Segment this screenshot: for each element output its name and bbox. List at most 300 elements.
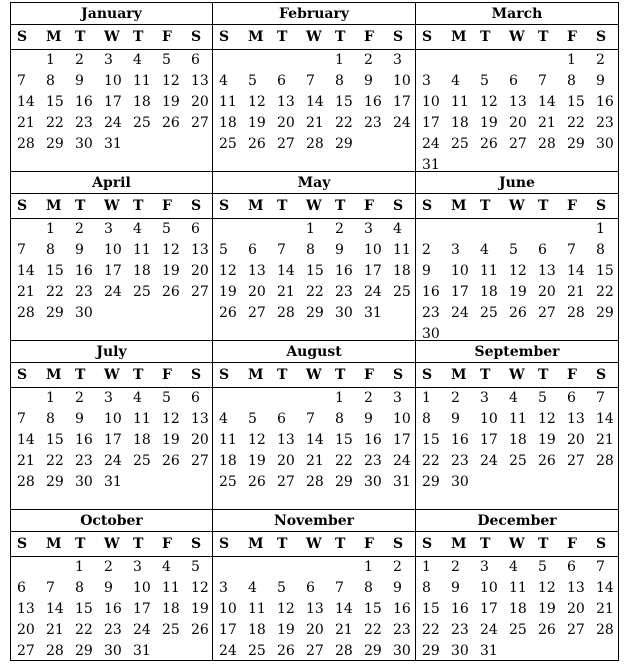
- day-cell[interactable]: 23: [451, 622, 469, 638]
- day-cell[interactable]: 24: [451, 305, 469, 321]
- day-cell[interactable]: 18: [219, 453, 237, 469]
- day-cell[interactable]: 9: [75, 242, 84, 258]
- day-cell[interactable]: 17: [104, 263, 122, 279]
- day-cell[interactable]: 15: [364, 601, 382, 617]
- day-cell[interactable]: 1: [75, 559, 84, 575]
- day-cell[interactable]: 20: [567, 432, 585, 448]
- day-cell[interactable]: 11: [393, 242, 411, 258]
- day-cell[interactable]: 24: [480, 453, 498, 469]
- day-cell[interactable]: 8: [306, 242, 315, 258]
- day-cell[interactable]: 30: [364, 474, 382, 490]
- day-cell[interactable]: 9: [364, 73, 373, 89]
- day-cell[interactable]: 20: [509, 115, 527, 131]
- day-cell[interactable]: 24: [104, 115, 122, 131]
- day-cell[interactable]: 20: [277, 453, 295, 469]
- day-cell[interactable]: 8: [596, 242, 605, 258]
- day-cell[interactable]: 13: [17, 601, 35, 617]
- day-cell[interactable]: 3: [480, 390, 489, 406]
- day-cell[interactable]: 21: [596, 601, 614, 617]
- day-cell[interactable]: 27: [277, 474, 295, 490]
- day-cell[interactable]: 10: [219, 601, 237, 617]
- day-cell[interactable]: 8: [75, 580, 84, 596]
- day-cell[interactable]: 20: [567, 601, 585, 617]
- day-cell[interactable]: 29: [306, 305, 324, 321]
- day-cell[interactable]: 1: [46, 221, 55, 237]
- day-cell[interactable]: 11: [509, 411, 527, 427]
- day-cell[interactable]: 28: [17, 474, 35, 490]
- day-cell[interactable]: 30: [451, 474, 469, 490]
- day-cell[interactable]: 2: [422, 242, 431, 258]
- day-cell[interactable]: 30: [75, 136, 93, 152]
- day-cell[interactable]: 7: [306, 411, 315, 427]
- day-cell[interactable]: 27: [248, 305, 266, 321]
- day-cell[interactable]: 20: [277, 115, 295, 131]
- day-cell[interactable]: 30: [451, 643, 469, 659]
- day-cell[interactable]: 16: [75, 263, 93, 279]
- day-cell[interactable]: 8: [422, 580, 431, 596]
- day-cell[interactable]: 15: [46, 432, 64, 448]
- day-cell[interactable]: 27: [17, 643, 35, 659]
- day-cell[interactable]: 28: [538, 136, 556, 152]
- day-cell[interactable]: 18: [248, 622, 266, 638]
- day-cell[interactable]: 30: [335, 305, 353, 321]
- day-cell[interactable]: 10: [133, 580, 151, 596]
- day-cell[interactable]: 22: [46, 284, 64, 300]
- day-cell[interactable]: 24: [393, 453, 411, 469]
- day-cell[interactable]: 7: [306, 73, 315, 89]
- day-cell[interactable]: 15: [46, 263, 64, 279]
- day-cell[interactable]: 4: [133, 221, 142, 237]
- day-cell[interactable]: 5: [219, 242, 228, 258]
- day-cell[interactable]: 7: [17, 411, 26, 427]
- day-cell[interactable]: 30: [422, 326, 440, 342]
- day-cell[interactable]: 23: [451, 453, 469, 469]
- day-cell[interactable]: 25: [133, 115, 151, 131]
- day-cell[interactable]: 10: [393, 411, 411, 427]
- day-cell[interactable]: 1: [422, 559, 431, 575]
- day-cell[interactable]: 8: [46, 73, 55, 89]
- day-cell[interactable]: 28: [596, 622, 614, 638]
- day-cell[interactable]: 17: [393, 432, 411, 448]
- day-cell[interactable]: 13: [306, 601, 324, 617]
- day-cell[interactable]: 17: [133, 601, 151, 617]
- day-cell[interactable]: 20: [191, 94, 209, 110]
- day-cell[interactable]: 29: [335, 474, 353, 490]
- day-cell[interactable]: 18: [451, 115, 469, 131]
- day-cell[interactable]: 21: [17, 284, 35, 300]
- day-cell[interactable]: 2: [335, 221, 344, 237]
- day-cell[interactable]: 11: [162, 580, 180, 596]
- day-cell[interactable]: 23: [104, 622, 122, 638]
- day-cell[interactable]: 17: [104, 432, 122, 448]
- day-cell[interactable]: 6: [17, 580, 26, 596]
- day-cell[interactable]: 2: [364, 52, 373, 68]
- day-cell[interactable]: 9: [364, 411, 373, 427]
- day-cell[interactable]: 26: [277, 643, 295, 659]
- day-cell[interactable]: 26: [162, 453, 180, 469]
- day-cell[interactable]: 6: [306, 580, 315, 596]
- day-cell[interactable]: 27: [538, 305, 556, 321]
- day-cell[interactable]: 1: [335, 52, 344, 68]
- day-cell[interactable]: 14: [306, 94, 324, 110]
- day-cell[interactable]: 28: [17, 305, 35, 321]
- day-cell[interactable]: 15: [422, 432, 440, 448]
- day-cell[interactable]: 30: [75, 474, 93, 490]
- day-cell[interactable]: 30: [596, 136, 614, 152]
- day-cell[interactable]: 8: [46, 242, 55, 258]
- day-cell[interactable]: 26: [248, 474, 266, 490]
- day-cell[interactable]: 8: [335, 411, 344, 427]
- day-cell[interactable]: 7: [335, 580, 344, 596]
- day-cell[interactable]: 16: [422, 284, 440, 300]
- day-cell[interactable]: 18: [133, 263, 151, 279]
- day-cell[interactable]: 27: [567, 453, 585, 469]
- day-cell[interactable]: 7: [46, 580, 55, 596]
- day-cell[interactable]: 17: [451, 284, 469, 300]
- day-cell[interactable]: 21: [596, 432, 614, 448]
- day-cell[interactable]: 17: [480, 601, 498, 617]
- day-cell[interactable]: 24: [393, 115, 411, 131]
- day-cell[interactable]: 20: [17, 622, 35, 638]
- day-cell[interactable]: 16: [104, 601, 122, 617]
- day-cell[interactable]: 28: [277, 305, 295, 321]
- day-cell[interactable]: 15: [75, 601, 93, 617]
- day-cell[interactable]: 28: [17, 136, 35, 152]
- day-cell[interactable]: 3: [393, 390, 402, 406]
- day-cell[interactable]: 22: [364, 622, 382, 638]
- day-cell[interactable]: 19: [162, 263, 180, 279]
- day-cell[interactable]: 12: [509, 263, 527, 279]
- day-cell[interactable]: 8: [335, 73, 344, 89]
- day-cell[interactable]: 10: [480, 580, 498, 596]
- day-cell[interactable]: 24: [133, 622, 151, 638]
- day-cell[interactable]: 28: [567, 305, 585, 321]
- day-cell[interactable]: 13: [191, 242, 209, 258]
- day-cell[interactable]: 5: [162, 221, 171, 237]
- day-cell[interactable]: 16: [75, 94, 93, 110]
- day-cell[interactable]: 18: [162, 601, 180, 617]
- day-cell[interactable]: 1: [335, 390, 344, 406]
- day-cell[interactable]: 22: [46, 115, 64, 131]
- day-cell[interactable]: 25: [162, 622, 180, 638]
- day-cell[interactable]: 28: [306, 136, 324, 152]
- day-cell[interactable]: 12: [191, 580, 209, 596]
- day-cell[interactable]: 19: [538, 601, 556, 617]
- day-cell[interactable]: 25: [133, 284, 151, 300]
- day-cell[interactable]: 15: [306, 263, 324, 279]
- day-cell[interactable]: 20: [538, 284, 556, 300]
- day-cell[interactable]: 14: [596, 580, 614, 596]
- day-cell[interactable]: 22: [46, 453, 64, 469]
- day-cell[interactable]: 14: [567, 263, 585, 279]
- day-cell[interactable]: 3: [480, 559, 489, 575]
- day-cell[interactable]: 8: [364, 580, 373, 596]
- day-cell[interactable]: 5: [538, 559, 547, 575]
- day-cell[interactable]: 20: [191, 263, 209, 279]
- day-cell[interactable]: 4: [480, 242, 489, 258]
- day-cell[interactable]: 23: [596, 115, 614, 131]
- day-cell[interactable]: 7: [596, 390, 605, 406]
- day-cell[interactable]: 3: [133, 559, 142, 575]
- day-cell[interactable]: 27: [191, 284, 209, 300]
- day-cell[interactable]: 19: [509, 284, 527, 300]
- day-cell[interactable]: 16: [451, 601, 469, 617]
- day-cell[interactable]: 13: [567, 411, 585, 427]
- day-cell[interactable]: 29: [46, 474, 64, 490]
- day-cell[interactable]: 16: [393, 601, 411, 617]
- day-cell[interactable]: 3: [451, 242, 460, 258]
- day-cell[interactable]: 3: [104, 52, 113, 68]
- day-cell[interactable]: 2: [104, 559, 113, 575]
- day-cell[interactable]: 24: [104, 453, 122, 469]
- day-cell[interactable]: 9: [75, 411, 84, 427]
- day-cell[interactable]: 20: [306, 622, 324, 638]
- day-cell[interactable]: 29: [364, 643, 382, 659]
- day-cell[interactable]: 27: [567, 622, 585, 638]
- day-cell[interactable]: 12: [219, 263, 237, 279]
- day-cell[interactable]: 28: [46, 643, 64, 659]
- day-cell[interactable]: 5: [509, 242, 518, 258]
- day-cell[interactable]: 21: [567, 284, 585, 300]
- day-cell[interactable]: 10: [104, 411, 122, 427]
- day-cell[interactable]: 19: [480, 115, 498, 131]
- day-cell[interactable]: 6: [509, 73, 518, 89]
- day-cell[interactable]: 14: [596, 411, 614, 427]
- day-cell[interactable]: 8: [422, 411, 431, 427]
- day-cell[interactable]: 20: [191, 432, 209, 448]
- day-cell[interactable]: 29: [422, 643, 440, 659]
- day-cell[interactable]: 6: [191, 221, 200, 237]
- day-cell[interactable]: 4: [133, 52, 142, 68]
- day-cell[interactable]: 7: [596, 559, 605, 575]
- day-cell[interactable]: 11: [248, 601, 266, 617]
- day-cell[interactable]: 2: [451, 390, 460, 406]
- day-cell[interactable]: 31: [104, 136, 122, 152]
- day-cell[interactable]: 12: [480, 94, 498, 110]
- day-cell[interactable]: 1: [422, 390, 431, 406]
- day-cell[interactable]: 2: [75, 221, 84, 237]
- day-cell[interactable]: 11: [133, 411, 151, 427]
- day-cell[interactable]: 12: [162, 411, 180, 427]
- day-cell[interactable]: 11: [480, 263, 498, 279]
- day-cell[interactable]: 11: [219, 94, 237, 110]
- day-cell[interactable]: 13: [277, 94, 295, 110]
- day-cell[interactable]: 1: [46, 52, 55, 68]
- day-cell[interactable]: 26: [509, 305, 527, 321]
- day-cell[interactable]: 25: [509, 453, 527, 469]
- day-cell[interactable]: 17: [364, 263, 382, 279]
- day-cell[interactable]: 17: [104, 94, 122, 110]
- day-cell[interactable]: 22: [75, 622, 93, 638]
- day-cell[interactable]: 2: [596, 52, 605, 68]
- day-cell[interactable]: 4: [451, 73, 460, 89]
- day-cell[interactable]: 23: [364, 453, 382, 469]
- day-cell[interactable]: 12: [248, 94, 266, 110]
- day-cell[interactable]: 23: [75, 284, 93, 300]
- day-cell[interactable]: 29: [46, 305, 64, 321]
- day-cell[interactable]: 16: [451, 432, 469, 448]
- day-cell[interactable]: 30: [393, 643, 411, 659]
- day-cell[interactable]: 27: [509, 136, 527, 152]
- day-cell[interactable]: 9: [335, 242, 344, 258]
- day-cell[interactable]: 5: [191, 559, 200, 575]
- day-cell[interactable]: 24: [219, 643, 237, 659]
- day-cell[interactable]: 27: [191, 453, 209, 469]
- day-cell[interactable]: 4: [393, 221, 402, 237]
- day-cell[interactable]: 18: [509, 432, 527, 448]
- day-cell[interactable]: 10: [364, 242, 382, 258]
- day-cell[interactable]: 23: [75, 115, 93, 131]
- day-cell[interactable]: 29: [75, 643, 93, 659]
- day-cell[interactable]: 7: [277, 242, 286, 258]
- day-cell[interactable]: 14: [335, 601, 353, 617]
- day-cell[interactable]: 15: [335, 432, 353, 448]
- day-cell[interactable]: 13: [509, 94, 527, 110]
- day-cell[interactable]: 14: [17, 432, 35, 448]
- day-cell[interactable]: 24: [480, 622, 498, 638]
- day-cell[interactable]: 5: [480, 73, 489, 89]
- day-cell[interactable]: 26: [538, 453, 556, 469]
- day-cell[interactable]: 1: [596, 221, 605, 237]
- day-cell[interactable]: 28: [596, 453, 614, 469]
- day-cell[interactable]: 11: [509, 580, 527, 596]
- day-cell[interactable]: 17: [393, 94, 411, 110]
- day-cell[interactable]: 9: [104, 580, 113, 596]
- day-cell[interactable]: 25: [393, 284, 411, 300]
- day-cell[interactable]: 23: [393, 622, 411, 638]
- day-cell[interactable]: 14: [17, 94, 35, 110]
- day-cell[interactable]: 15: [567, 94, 585, 110]
- day-cell[interactable]: 18: [480, 284, 498, 300]
- day-cell[interactable]: 6: [248, 242, 257, 258]
- day-cell[interactable]: 31: [364, 305, 382, 321]
- day-cell[interactable]: 6: [191, 52, 200, 68]
- day-cell[interactable]: 12: [538, 580, 556, 596]
- day-cell[interactable]: 19: [191, 601, 209, 617]
- day-cell[interactable]: 29: [335, 136, 353, 152]
- day-cell[interactable]: 12: [277, 601, 295, 617]
- day-cell[interactable]: 4: [219, 73, 228, 89]
- day-cell[interactable]: 5: [248, 73, 257, 89]
- day-cell[interactable]: 26: [162, 115, 180, 131]
- day-cell[interactable]: 19: [538, 432, 556, 448]
- day-cell[interactable]: 18: [219, 115, 237, 131]
- day-cell[interactable]: 28: [335, 643, 353, 659]
- day-cell[interactable]: 15: [422, 601, 440, 617]
- day-cell[interactable]: 7: [17, 242, 26, 258]
- day-cell[interactable]: 10: [422, 94, 440, 110]
- day-cell[interactable]: 21: [46, 622, 64, 638]
- day-cell[interactable]: 30: [104, 643, 122, 659]
- day-cell[interactable]: 13: [248, 263, 266, 279]
- day-cell[interactable]: 18: [133, 432, 151, 448]
- day-cell[interactable]: 14: [306, 432, 324, 448]
- day-cell[interactable]: 23: [335, 284, 353, 300]
- day-cell[interactable]: 8: [46, 411, 55, 427]
- day-cell[interactable]: 12: [248, 432, 266, 448]
- day-cell[interactable]: 23: [75, 453, 93, 469]
- day-cell[interactable]: 25: [219, 474, 237, 490]
- day-cell[interactable]: 25: [509, 622, 527, 638]
- day-cell[interactable]: 2: [451, 559, 460, 575]
- day-cell[interactable]: 19: [248, 115, 266, 131]
- day-cell[interactable]: 6: [191, 390, 200, 406]
- day-cell[interactable]: 19: [162, 94, 180, 110]
- day-cell[interactable]: 13: [567, 580, 585, 596]
- day-cell[interactable]: 2: [393, 559, 402, 575]
- day-cell[interactable]: 20: [248, 284, 266, 300]
- day-cell[interactable]: 17: [219, 622, 237, 638]
- day-cell[interactable]: 1: [364, 559, 373, 575]
- day-cell[interactable]: 16: [596, 94, 614, 110]
- day-cell[interactable]: 2: [75, 52, 84, 68]
- day-cell[interactable]: 5: [277, 580, 286, 596]
- day-cell[interactable]: 17: [480, 432, 498, 448]
- day-cell[interactable]: 31: [393, 474, 411, 490]
- day-cell[interactable]: 21: [17, 115, 35, 131]
- day-cell[interactable]: 5: [538, 390, 547, 406]
- day-cell[interactable]: 22: [567, 115, 585, 131]
- day-cell[interactable]: 25: [248, 643, 266, 659]
- day-cell[interactable]: 12: [538, 411, 556, 427]
- day-cell[interactable]: 10: [451, 263, 469, 279]
- day-cell[interactable]: 4: [133, 390, 142, 406]
- day-cell[interactable]: 25: [480, 305, 498, 321]
- day-cell[interactable]: 4: [219, 411, 228, 427]
- day-cell[interactable]: 4: [162, 559, 171, 575]
- day-cell[interactable]: 19: [248, 453, 266, 469]
- day-cell[interactable]: 12: [162, 242, 180, 258]
- day-cell[interactable]: 14: [538, 94, 556, 110]
- day-cell[interactable]: 22: [306, 284, 324, 300]
- day-cell[interactable]: 2: [75, 390, 84, 406]
- day-cell[interactable]: 15: [335, 94, 353, 110]
- day-cell[interactable]: 9: [75, 73, 84, 89]
- day-cell[interactable]: 13: [277, 432, 295, 448]
- day-cell[interactable]: 22: [422, 622, 440, 638]
- day-cell[interactable]: 27: [306, 643, 324, 659]
- day-cell[interactable]: 21: [306, 453, 324, 469]
- day-cell[interactable]: 3: [104, 221, 113, 237]
- day-cell[interactable]: 23: [364, 115, 382, 131]
- day-cell[interactable]: 19: [219, 284, 237, 300]
- day-cell[interactable]: 31: [133, 643, 151, 659]
- day-cell[interactable]: 26: [191, 622, 209, 638]
- day-cell[interactable]: 19: [277, 622, 295, 638]
- day-cell[interactable]: 22: [335, 453, 353, 469]
- day-cell[interactable]: 28: [306, 474, 324, 490]
- day-cell[interactable]: 9: [451, 580, 460, 596]
- day-cell[interactable]: 31: [104, 474, 122, 490]
- day-cell[interactable]: 26: [480, 136, 498, 152]
- day-cell[interactable]: 5: [162, 52, 171, 68]
- day-cell[interactable]: 9: [451, 411, 460, 427]
- day-cell[interactable]: 13: [538, 263, 556, 279]
- day-cell[interactable]: 3: [393, 52, 402, 68]
- day-cell[interactable]: 6: [567, 390, 576, 406]
- day-cell[interactable]: 29: [422, 474, 440, 490]
- day-cell[interactable]: 8: [567, 73, 576, 89]
- day-cell[interactable]: 14: [46, 601, 64, 617]
- day-cell[interactable]: 21: [335, 622, 353, 638]
- day-cell[interactable]: 26: [219, 305, 237, 321]
- day-cell[interactable]: 29: [596, 305, 614, 321]
- day-cell[interactable]: 16: [335, 263, 353, 279]
- day-cell[interactable]: 22: [596, 284, 614, 300]
- day-cell[interactable]: 24: [422, 136, 440, 152]
- day-cell[interactable]: 27: [191, 115, 209, 131]
- day-cell[interactable]: 6: [277, 73, 286, 89]
